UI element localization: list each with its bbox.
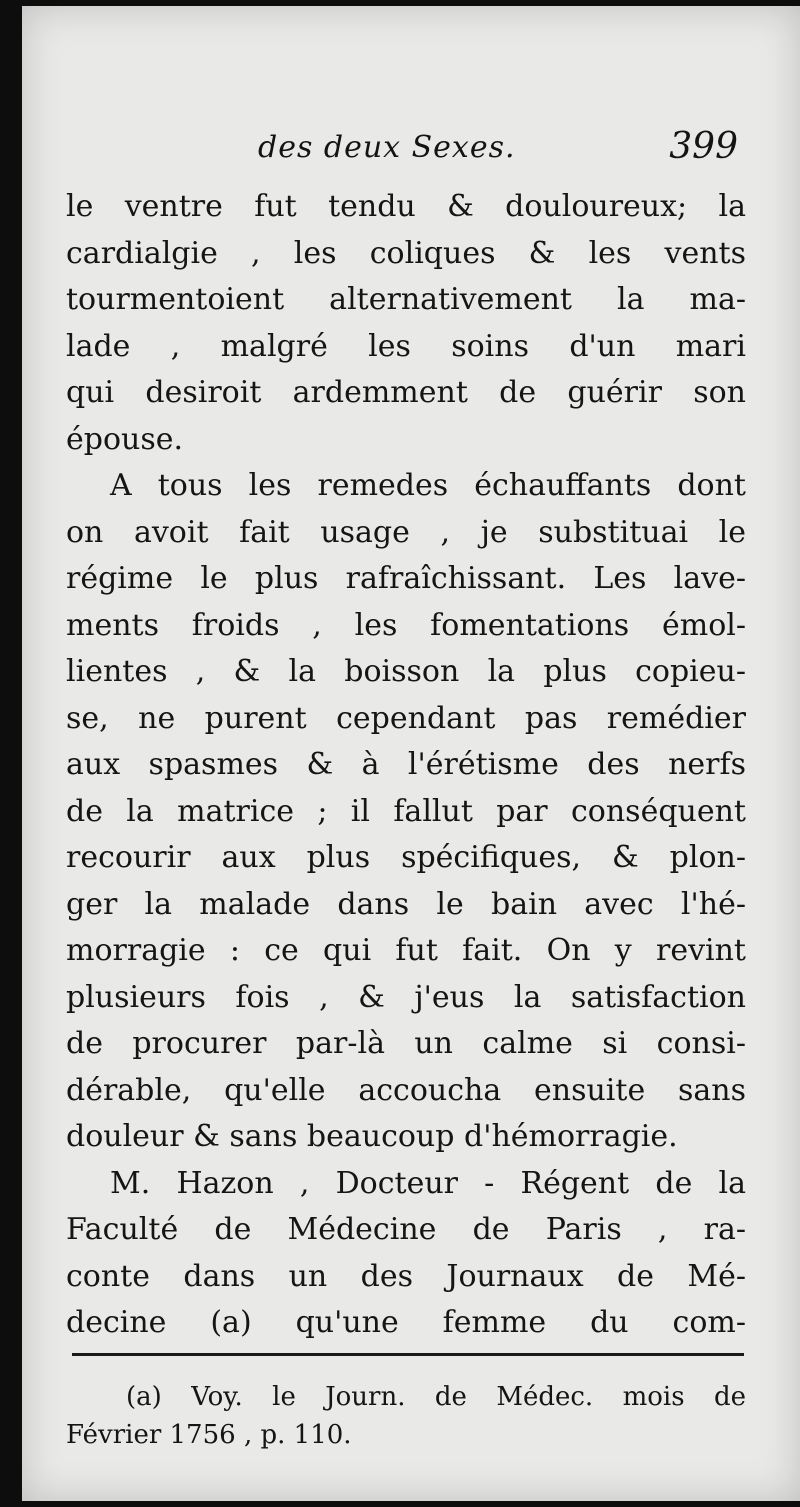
text-line: recourir aux plus spécifiques, & plon- — [66, 840, 746, 875]
text-line: Faculté de Médecine de Paris , ra- — [66, 1212, 746, 1247]
text-line: tourmentoient alternativement la ma- — [66, 282, 746, 317]
text-line: plusieurs fois , & j'eus la satisfaction — [66, 979, 746, 1015]
text-line: de procurer par-là un calme si consi- — [66, 1026, 746, 1061]
text-line: M. Hazon , Docteur - Régent de la — [110, 1165, 746, 1201]
text-line: aux spasmes & à l'érétisme des nerfs — [66, 747, 746, 782]
text-line: conte dans un des Journaux de Mé- — [66, 1258, 746, 1294]
text-line: de la matrice ; il fallut par conséquent — [66, 793, 746, 829]
body-text — [66, 184, 746, 1347]
footnote — [66, 1378, 746, 1454]
text-line: se, ne purent cependant pas remédier — [66, 700, 746, 736]
text-line: lade , malgré les soins d'un mari — [66, 328, 746, 364]
page-number: 399 — [669, 126, 738, 167]
running-title: des deux Sexes. — [258, 130, 516, 165]
footnote-line: Février 1756 , p. 110. — [66, 1420, 352, 1450]
text-line: qui desiroit ardemment de guérir son — [66, 375, 746, 410]
text-line: morragie : ce qui fut fait. On y revint — [66, 933, 746, 968]
text-line: régime le plus rafraîchissant. Les lave- — [66, 561, 746, 596]
text-line: épouse. — [66, 421, 184, 457]
text-line: A tous les remedes échauffants dont — [110, 468, 746, 503]
text-line: ments froids , les fomentations émol- — [66, 607, 746, 643]
footnote-rule — [72, 1353, 744, 1356]
footnote-line: (a) Voy. le Journ. de Médec. mois de — [126, 1382, 746, 1412]
text-line: cardialgie , les coliques & les vents — [66, 235, 746, 271]
text-line: decine (a) qu'une femme du com- — [66, 1305, 746, 1340]
book-page — [22, 6, 800, 1501]
page-header — [22, 124, 800, 184]
text-line: douleur & sans beaucoup d'hémorragie. — [66, 1119, 678, 1154]
text-line: lientes , & la boisson la plus copieu- — [66, 654, 746, 689]
text-line: dérable, qu'elle accoucha ensuite sans — [66, 1072, 746, 1108]
text-line: on avoit fait usage , je substituai le — [66, 514, 746, 550]
text-line: ger la malade dans le bain avec l'hé- — [66, 886, 746, 922]
text-line: le ventre fut tendu & douloureux; la — [66, 189, 746, 224]
